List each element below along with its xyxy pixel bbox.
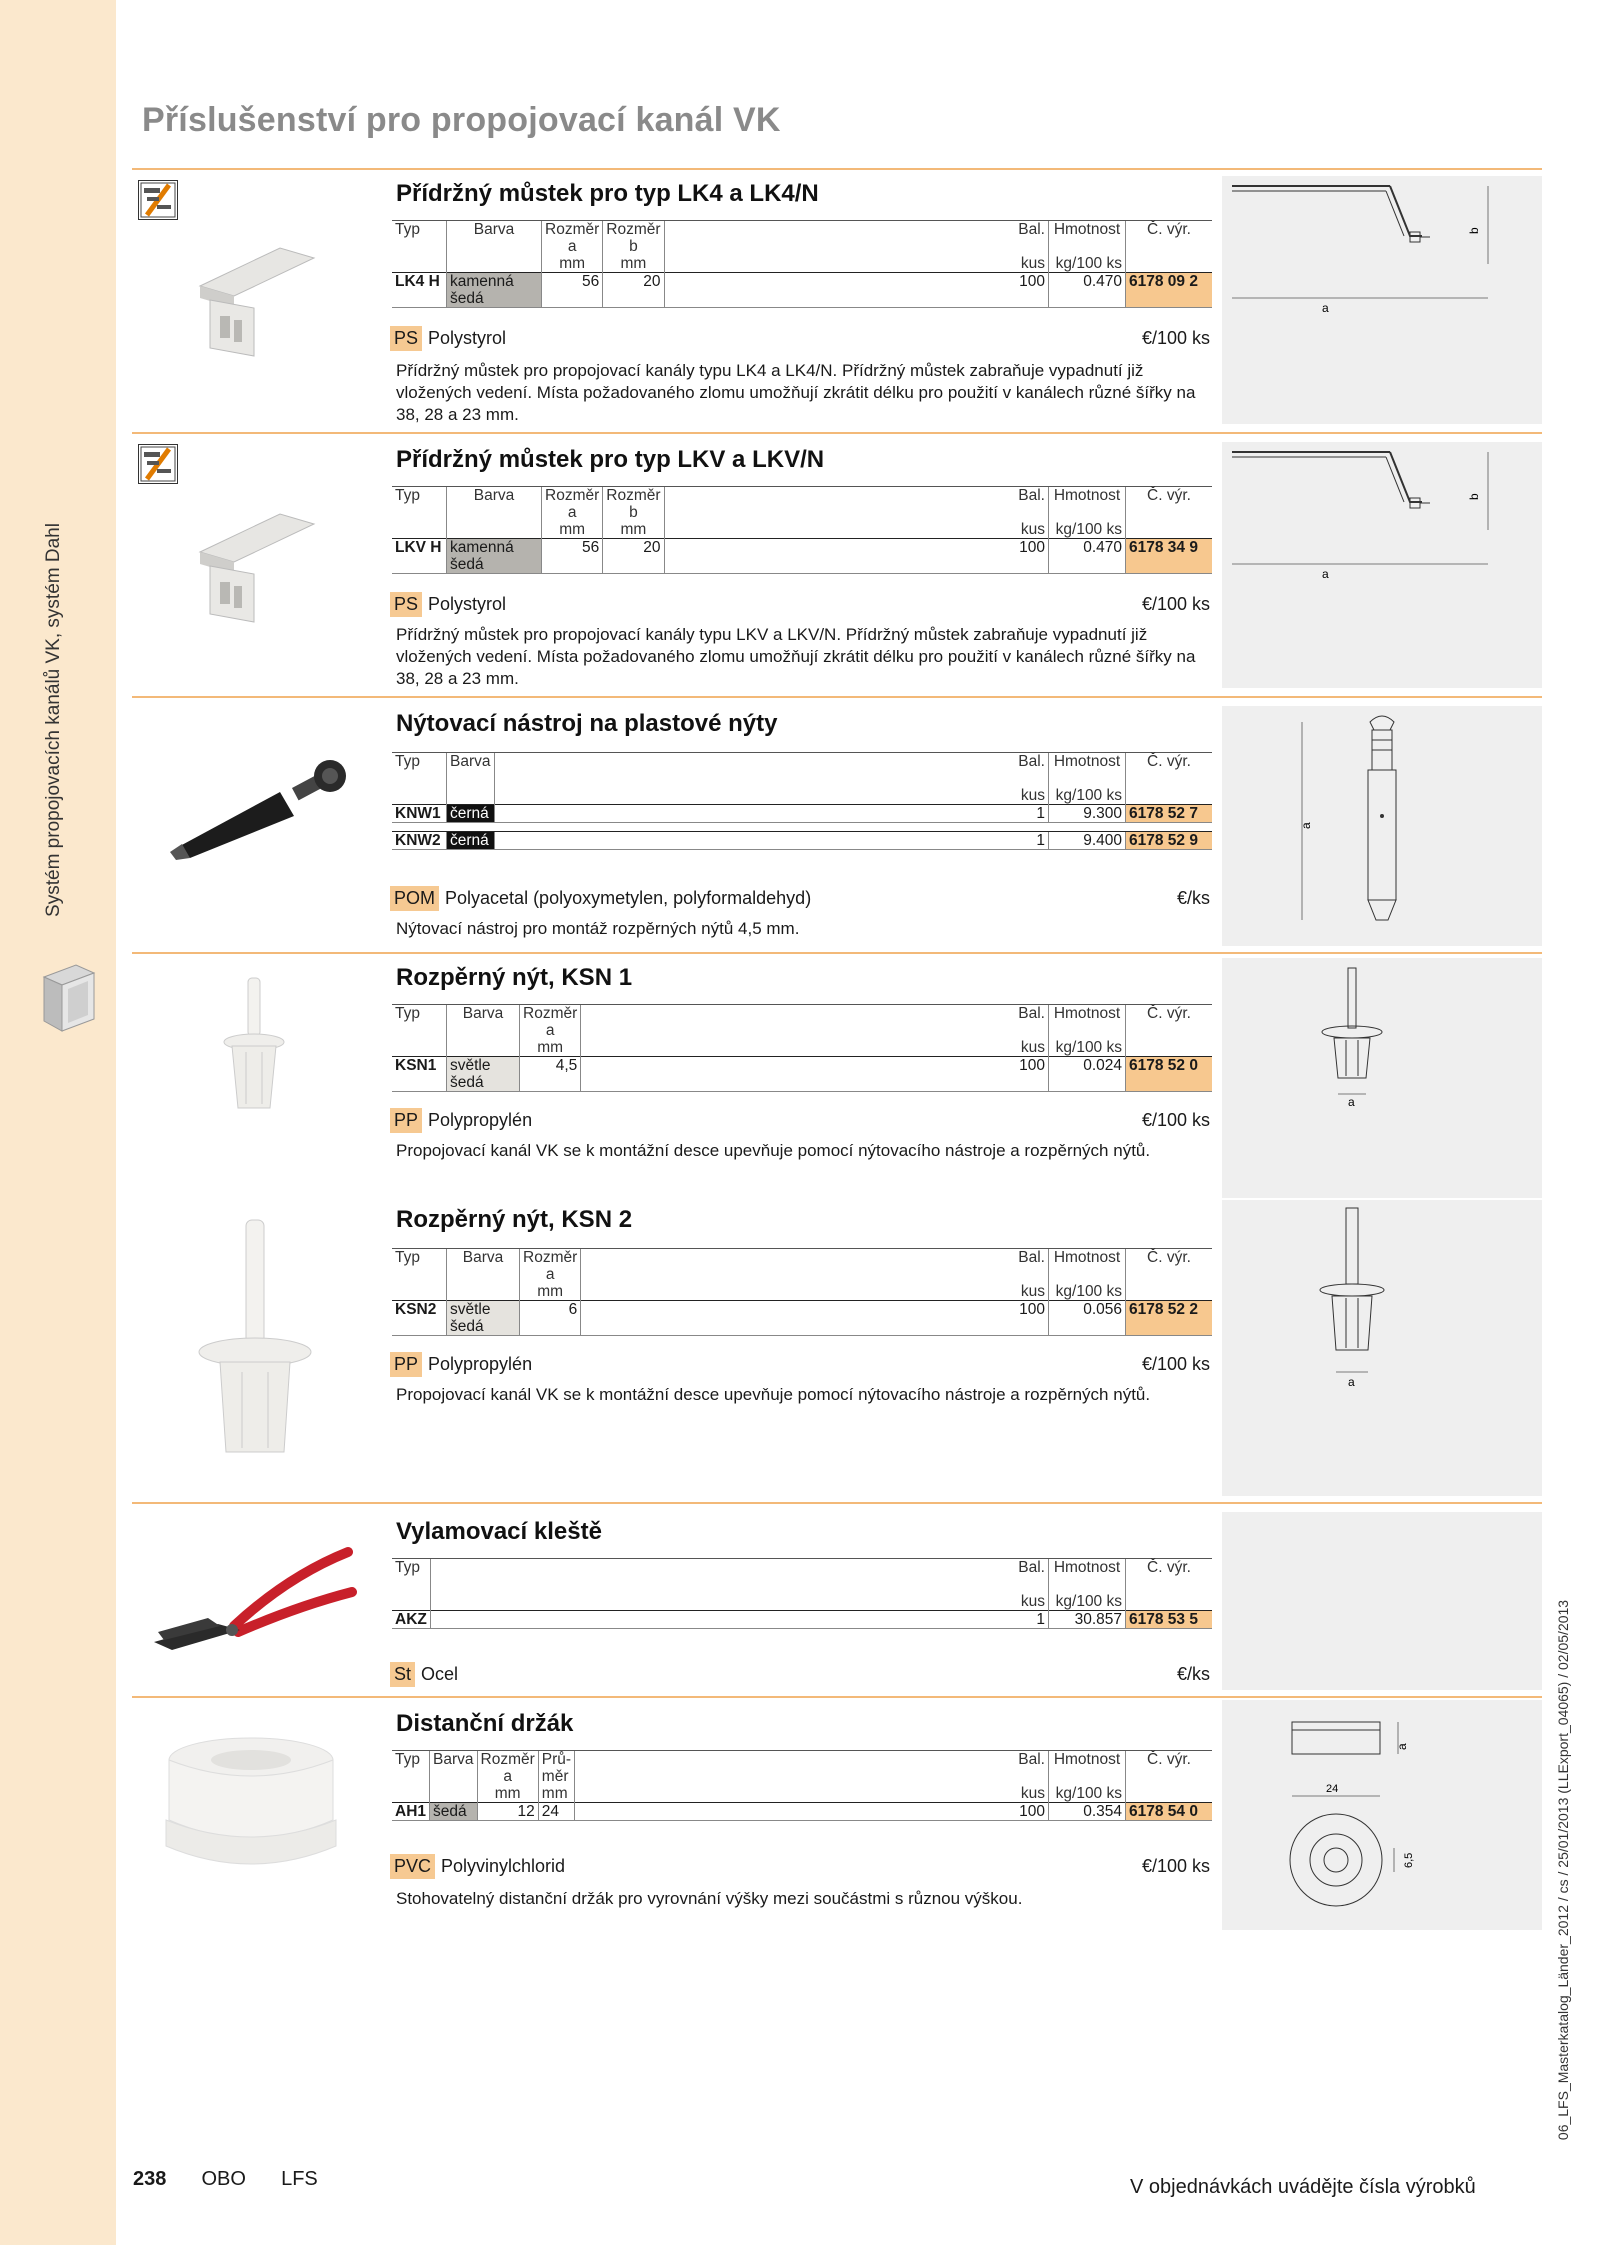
table-row: AKZ 1 30.857 6178 53 5 (392, 1611, 1212, 1629)
svg-text:a: a (1395, 1743, 1409, 1750)
material-line: PS Polystyrol €/100 ks (390, 592, 1210, 617)
footer-page-info (133, 2168, 318, 2191)
product-description: Přídržný můstek pro propojovací kanály typu LK4 a LK4/N. Přídržný můstek zabraňuje vypadnutí již vložených vedení. Místa požadovaného zlomu umožňují zkrátit délku pro použití v kanálech různé šířky na 38, 28 a 23 mm. (396, 361, 1196, 424)
svg-text:b: b (1467, 493, 1481, 500)
expansion-rivet-ksn1-image (210, 976, 300, 1116)
svg-text:a: a (1299, 822, 1313, 829)
product-title: Vylamovací kleště (396, 1518, 602, 1545)
material-line: St Ocel €/ks (390, 1662, 1210, 1687)
dimension-drawing (1222, 176, 1542, 424)
left-band (0, 0, 116, 2245)
holding-bridge-lk4-image (190, 240, 320, 360)
expansion-rivet-ksn2-image (190, 1216, 320, 1466)
svg-text:a: a (1322, 301, 1329, 315)
brand-label: OBO (201, 2168, 246, 2190)
table-row: LK4 H kamenná šedá 56 20 100 0.470 6178 09 2 (392, 273, 1212, 308)
product-title: Distanční držák (396, 1710, 574, 1737)
product-description: Nýtovací nástroj pro montáž rozpěrných nýtů 4,5 mm. (396, 919, 800, 938)
material-line: PP Polypropylén €/100 ks (390, 1352, 1210, 1377)
section-separator (132, 432, 1542, 434)
product-description: Přídržný můstek pro propojovací kanály typu LKV a LKV/N. Přídržný můstek zabraňuje vypadnutí již vložených vedení. Místa požadovaného zlomu umožňují zkrátit délku pro použití v kanálech různé šířky na 38, 28 a 23 mm. (396, 625, 1196, 688)
technical-drawing-panel (1222, 958, 1542, 1198)
spec-table: Typ Barva Rozměr Bal. Hmotnost Č. výr. a mm kus kg/100 ks KSN2 světle šedá 6 100 0.056 6178 52 2 (392, 1248, 1212, 1336)
product-title: Nýtovací nástroj na plastové nýty (396, 710, 778, 737)
product-title: Přídržný můstek pro typ LK4 a LK4/N (396, 180, 819, 207)
spec-table: Typ Barva Rozměr Rozměr Bal. Hmotnost Č. výr. a b mm mm kus kg/100 ks LKV H kamenná šedá 56 20 100 0.470 6178 34 9 (392, 486, 1212, 574)
product-title: Rozpěrný nýt, KSN 1 (396, 964, 633, 991)
section-side-title: Systém propojovacích kanálů VK, systém Dahl (43, 523, 64, 917)
table-row: AH1 šedá 12 24 100 0.354 6178 54 0 (392, 1803, 1212, 1821)
table-row: KSN2 světle šedá 6 100 0.056 6178 52 2 (392, 1301, 1212, 1336)
page-title: Příslušenství pro propojovací kanál VK (142, 101, 781, 139)
breaking-pliers-image (148, 1546, 358, 1656)
dimension-drawing (1222, 958, 1542, 1198)
catalog-meta: 06_LFS_Masterkatalog_Länder_2012 / cs / 25/01/2013 (LLExport_04065) / 02/05/2013 (1555, 1599, 1571, 2141)
svg-text:6,5: 6,5 (1403, 1852, 1415, 1868)
material-line: PS Polystyrol €/100 ks (390, 326, 1210, 351)
section-separator (132, 168, 1542, 170)
spec-table: Typ Bal. Hmotnost Č. výr. kus kg/100 ks AKZ 1 30.857 6178 53 5 (392, 1558, 1212, 1629)
fluor-certification-icon (138, 180, 178, 220)
material-line: PVC Polyvinylchlorid €/100 ks (390, 1854, 1210, 1879)
product-description: Propojovací kanál VK se k montážní desce upevňuje pomocí nýtovacího nástroje a rozpěrných nýtů. (396, 1141, 1151, 1160)
product-title: Přídržný můstek pro typ LKV a LKV/N (396, 446, 825, 473)
svg-text:b: b (1467, 227, 1481, 234)
section-separator (132, 952, 1542, 954)
table-row: KNW1 černá 1 9.300 6178 52 7 (392, 805, 1212, 823)
spec-table: Typ Barva Bal. Hmotnost Č. výr. kus kg/100 ks KNW1 černá 1 9.300 6178 52 7 KNW2 černá 1 9.400 6178 52 9 (392, 752, 1212, 850)
dimension-drawing (1222, 706, 1542, 946)
section-separator (132, 696, 1542, 698)
section-separator (132, 1696, 1542, 1698)
rivet-tool-image (160, 742, 360, 862)
svg-text:a: a (1348, 1095, 1355, 1109)
material-line: POM Polyacetal (polyoxymetylen, polyformaldehyd) €/ks (390, 886, 1210, 911)
page-number: 238 (133, 2168, 167, 2190)
product-description: Propojovací kanál VK se k montážní desce upevňuje pomocí nýtovacího nástroje a rozpěrných nýtů. (396, 1385, 1151, 1404)
technical-drawing-panel (1222, 706, 1542, 946)
table-row: LKV H kamenná šedá 56 20 100 0.470 6178 34 9 (392, 539, 1212, 574)
dimension-drawing (1222, 442, 1542, 688)
division-label: LFS (281, 2168, 318, 2190)
technical-drawing-panel (1222, 1200, 1542, 1496)
spec-table: Typ Barva Rozměr Bal. Hmotnost Č. výr. a mm kus kg/100 ks KSN1 světle šedá 4,5 100 0.024 6178 52 0 (392, 1004, 1212, 1092)
product-description: Stohovatelný distanční držák pro vyrovnání výšky mezi součástmi s různou výškou. (396, 1889, 1023, 1908)
fluor-certification-icon (138, 444, 178, 484)
dimension-drawing (1222, 1700, 1542, 1930)
holding-bridge-lkv-image (190, 506, 320, 626)
table-row: KSN1 světle šedá 4,5 100 0.024 6178 52 0 (392, 1057, 1212, 1092)
product-title: Rozpěrný nýt, KSN 2 (396, 1206, 633, 1233)
svg-text:a: a (1322, 567, 1329, 581)
svg-text:24: 24 (1326, 1783, 1339, 1795)
cable-channel-icon (38, 963, 98, 1033)
spec-table: Typ Barva Rozměr Prů- Bal. Hmotnost Č. výr. a měr mm mm kus kg/100 ks AH1 šedá 12 24 100 0.354 6178 54 0 (392, 1750, 1212, 1821)
technical-drawing-panel (1222, 1700, 1542, 1930)
distance-holder-image (156, 1736, 346, 1876)
technical-drawing-panel (1222, 442, 1542, 688)
technical-drawing-panel (1222, 1512, 1542, 1690)
technical-drawing-panel (1222, 176, 1542, 424)
footer-note: V objednávkách uvádějte čísla výrobků (1130, 2176, 1476, 2198)
material-line: PP Polypropylén €/100 ks (390, 1108, 1210, 1133)
dimension-drawing (1222, 1200, 1542, 1496)
section-separator (132, 1502, 1542, 1504)
svg-text:a: a (1348, 1375, 1355, 1389)
table-row: KNW2 černá 1 9.400 6178 52 9 (392, 832, 1212, 850)
spec-table: Typ Barva Rozměr Rozměr Bal. Hmotnost Č. výr. a b mm mm kus kg/100 ks LK4 H kamenná šedá 56 20 100 0.470 6178 09 2 (392, 220, 1212, 308)
